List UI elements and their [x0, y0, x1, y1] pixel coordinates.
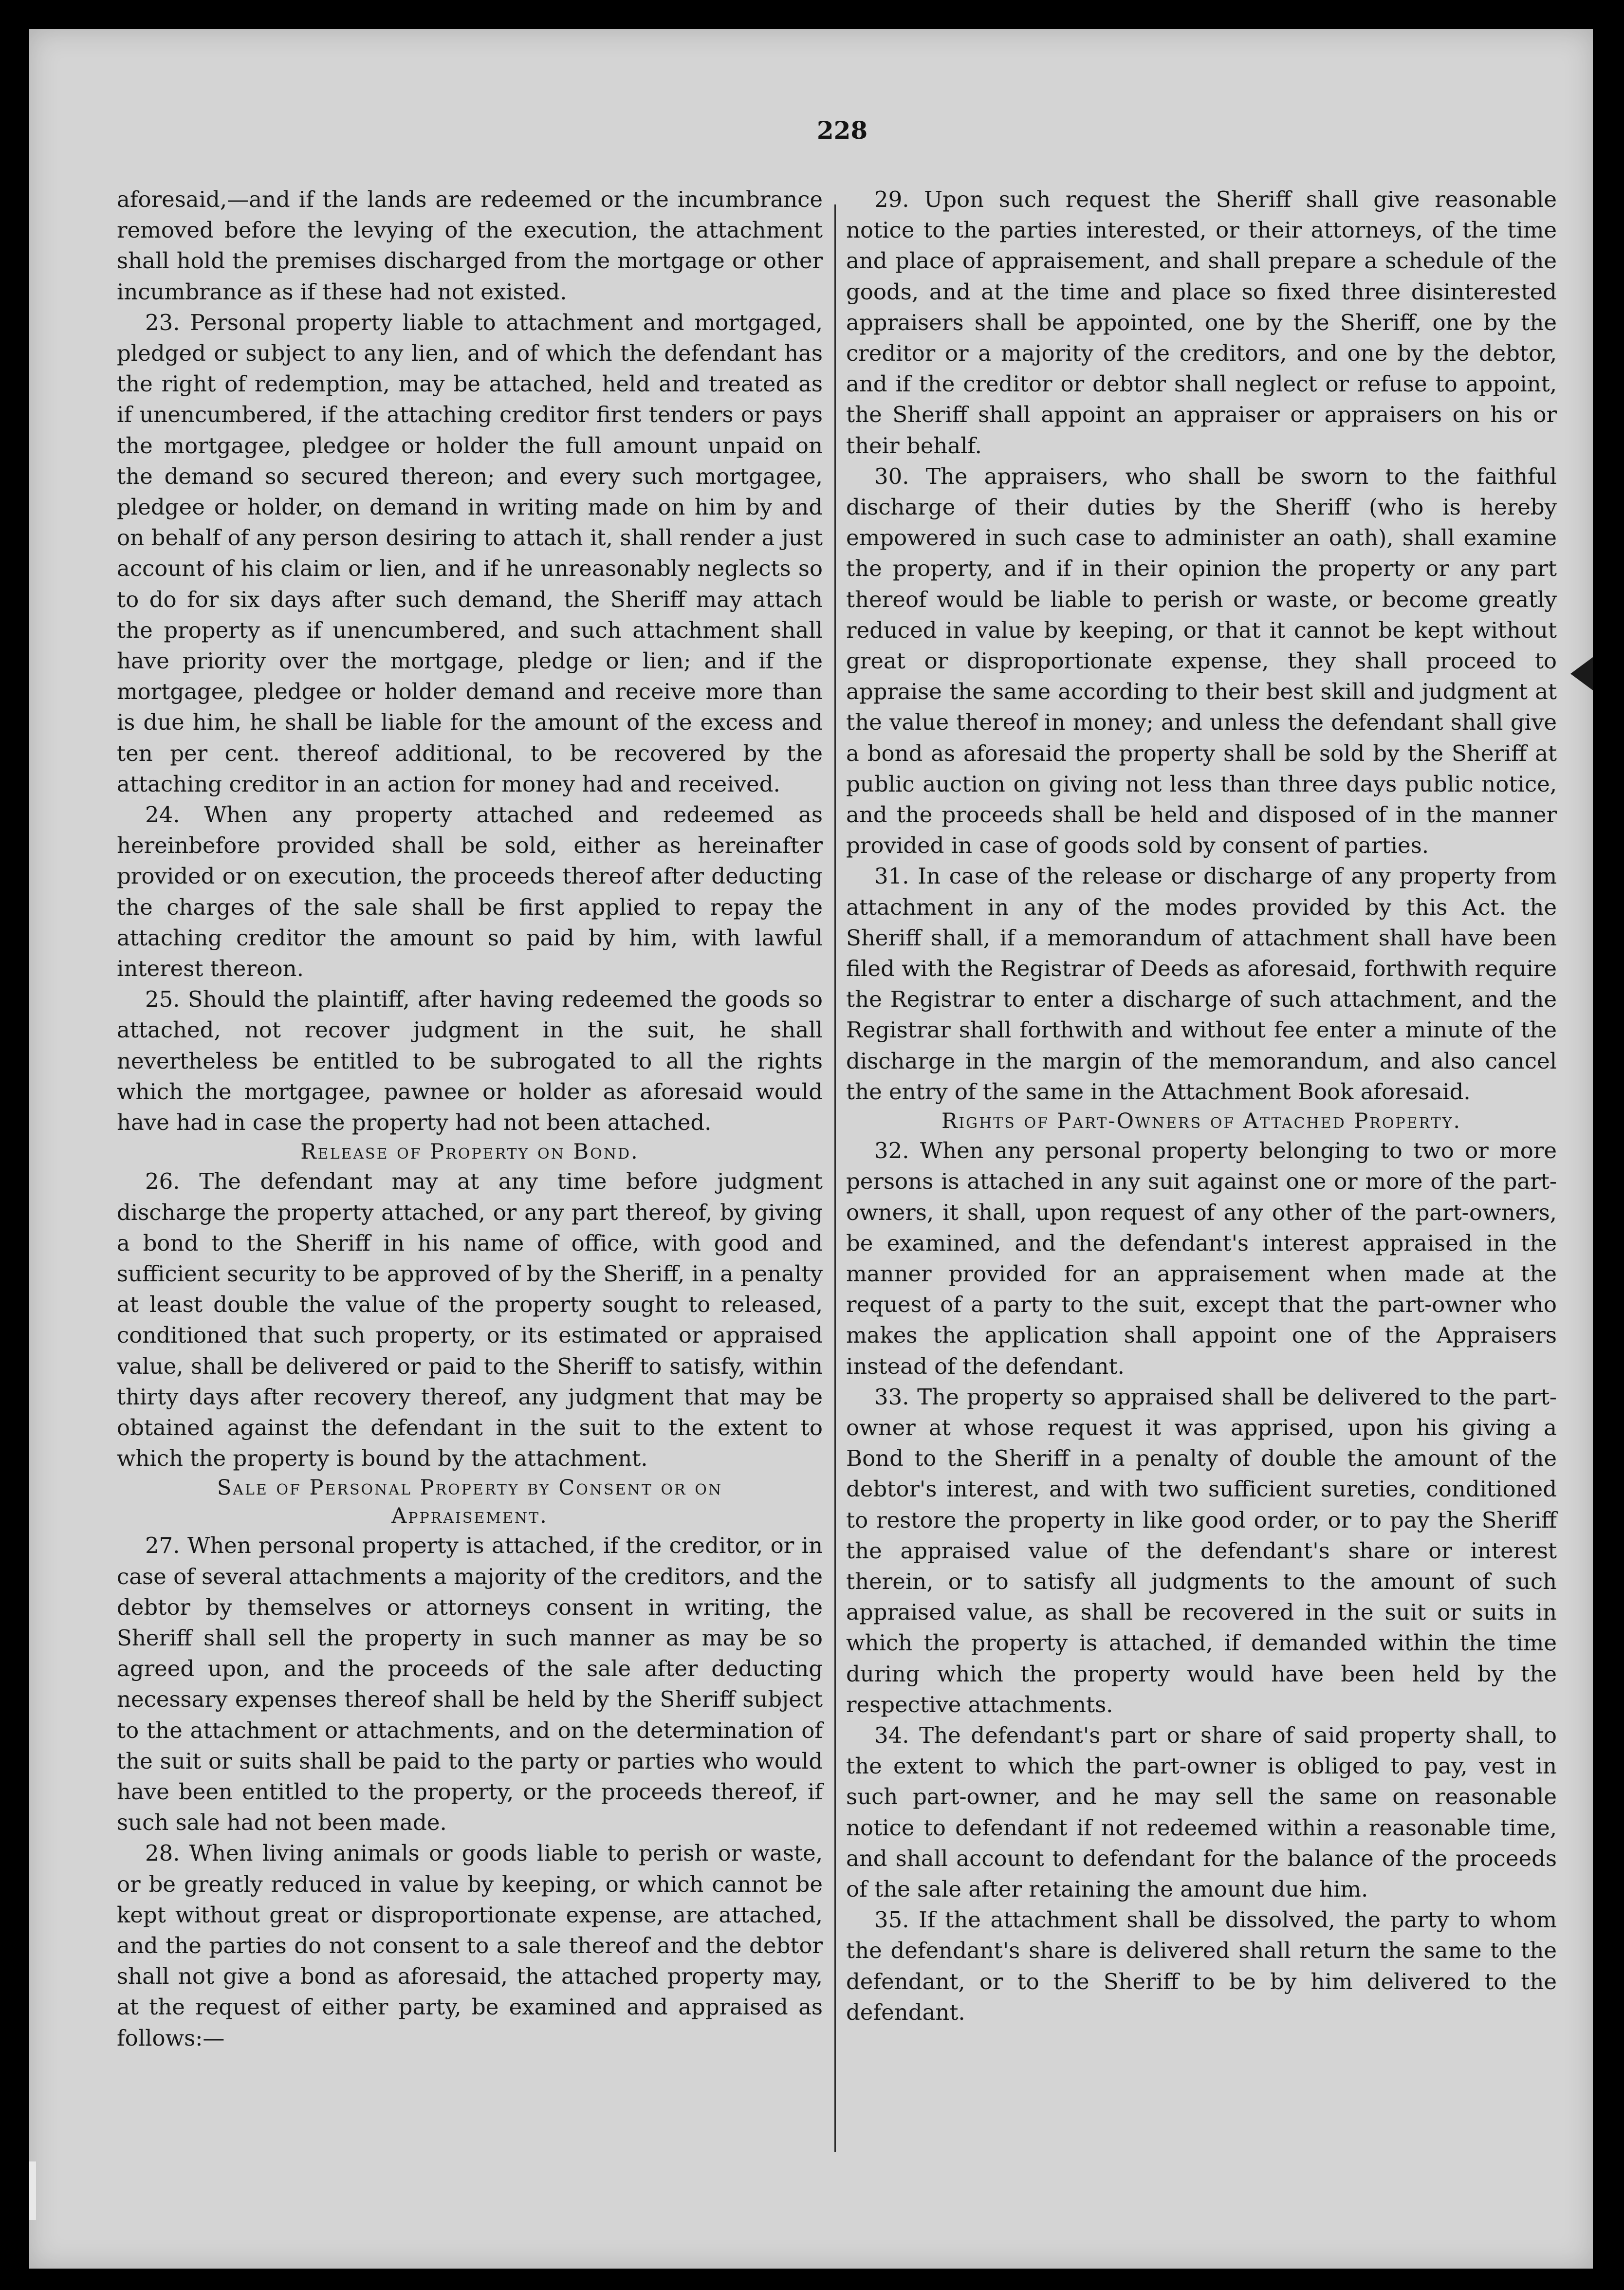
section-35: 35. If the attachment shall be dissolved, the party to whom the defendant's share is delivered shall return the same to the defendant, or to the Sheriff to be by him delivered to the defendant. — [846, 1907, 1557, 2025]
heading-sale-line-2: Appraisement. — [391, 1504, 548, 1529]
document-page — [29, 29, 1593, 2269]
section-31: 31. In case of the release or discharge of any property from attachment in any of the modes provided by this Act. the Sheriff shall, if a memorandum of attachment shall have been filed with the Registrar of Deeds as aforesaid, forthwith require the Registrar to enter a discharge of such attachment, and the Registrar shall forthwith and without fee enter a minute of the discharge in the margin of the memorandum, and also cancel the entry of the same in the Attachment Book aforesaid. — [846, 863, 1557, 1105]
section-26: 26. The defendant may at any time before judgment discharge the property attached, or any part thereof, by giving a bond to the Sheriff in his name of office, with good and sufficient security to be approved of by the Sheriff, in a penalty at least double the value of the property sought to released, conditioned that such property, or its estimated or appraised value, shall be delivered or paid to the Sheriff to satisfy, within thirty days after recovery thereof, any judgment that may be obtained against the defendant in the suit to the extent to which the property is bound by the attachment. — [117, 1168, 823, 1472]
column-divider — [834, 204, 836, 2152]
section-34: 34. The defendant's part or share of said property shall, to the extent to which the part-owner is obliged to pay, vest in such part-owner, and he may sell the same on reasonable notice to defendant if not redeemed within a reasonable time, and shall account to defendant for the balance of the proceeds of the sale after retaining the amount due him. — [846, 1722, 1557, 1902]
right-column — [846, 184, 1557, 2028]
section-30: 30. The appraisers, who shall be sworn to the faithful discharge of their duties by the Sheriff (who is hereby empowered in such case to administer an oath), shall examine the property, and if in their opinion the property or any part thereof would be liable to perish or waste, or become greatly reduced in value by keeping, or that it cannot be kept without great or disproportionate expense, they shall proceed to appraise the same according to their best skill and judgment at the value thereof in money; and unless the defendant shall give a bond as aforesaid the property shall be sold by the Sheriff at public auction on giving not less than three days public notice, and the proceeds shall be held and disposed of in the manner provided in case of goods sold by consent of parties. — [846, 463, 1557, 859]
section-33: 33. The property so appraised shall be delivered to the part-owner at whose request it was apprised, upon his giving a Bond to the Sheriff in a penalty of double the amount of the debtor's interest, and with two sufficient sureties, conditioned to restore the property in like good order, or to pay the Sheriff the appraised value of the defendant's share or interest therein, or to satisfy all judgments to the amount of such appraised value, as shall be recovered in the suit or suits in which the property is attached, if demanded within the time during which the property would have been held by the respective attachments. — [846, 1384, 1557, 1718]
heading-release-of-property: Release of Property on Bond. — [300, 1140, 639, 1164]
section-25: 25. Should the plaintiff, after having redeemed the goods so attached, not recover judgment in the suit, he shall nevertheless be entitled to be subrogated to all the rights which the mortgagee, pawnee or holder as aforesaid would have had in case the property had not been attached. — [117, 986, 823, 1136]
heading-rights-of-part-owners: Rights of Part-Owners of Attached Property. — [941, 1109, 1462, 1134]
page-number: 228 — [816, 116, 868, 145]
section-27: 27. When personal property is attached, if the creditor, or in case of several attachments a majority of the creditors, and the debtor by themselves or attorneys consent in writing, the Sheriff shall sell the property in such manner as may be so agreed upon, and the proceeds of the sale after deducting necessary expenses thereof shall be held by the Sheriff subject to the attachment or attachments, and on the determination of the suit or suits shall be paid to the party or parties who would have been entitled to the property, or the proceeds thereof, if such sale had not been made. — [117, 1533, 823, 1836]
section-32: 32. When any personal property belonging to two or more persons is attached in any suit against one or more of the part-owners, it shall, upon request of any other of the part-owners, be examined, and the defendant's interest appraised in the manner provided for an appraisement when made at the request of a party to the suit, except that the part-owner who makes the application shall appoint one of the Appraisers instead of the defendant. — [846, 1138, 1557, 1379]
left-column — [117, 184, 823, 2053]
heading-sale-of-personal-property — [117, 1474, 823, 1530]
section-29: 29. Upon such request the Sheriff shall give reasonable notice to the parties interested, or their attorneys, of the time and place of appraisement, and shall prepare a schedule of the goods, and at the time and place so fixed three disinterested appraisers shall be appointed, one by the Sheriff, one by the creditor or a majority of the creditors, and one by the debtor, and if the creditor or debtor shall neglect or refuse to appoint, the Sheriff shall appoint an appraiser or appraisers on his or their behalf. — [846, 186, 1557, 459]
page-edge-tear-mark — [1570, 657, 1593, 690]
section-28: 28. When living animals or goods liable to perish or waste, or be greatly reduced in value by keeping, or which cannot be kept without great or disproportionate expense, are attached, and the parties do not consent to a sale thereof and the debtor shall not give a bond as aforesaid, the attached property may, at the request of either party, be examined and appraised as follows:— — [117, 1840, 823, 2051]
heading-sale-line-1: Sale of Personal Property by Consent or on — [217, 1476, 723, 1500]
paragraph-continuation: aforesaid,—and if the lands are redeemed or the incumbrance removed before the levying of the execution, the attachment shall hold the premises discharged from the mortgage or other incumbrance as if these had not existed. — [117, 186, 823, 305]
section-24: 24. When any property attached and redeemed as hereinbefore provided shall be sold, either as hereinafter provided or on execution, the proceeds thereof after deducting the charges of the sale shall be first applied to repay the attaching creditor the amount so paid by him, with lawful interest thereon. — [117, 802, 823, 982]
page-edge-notch — [29, 2161, 36, 2220]
section-23: 23. Personal property liable to attachment and mortgaged, pledged or subject to any lien, and of which the defendant has the right of redemption, may be attached, held and treated as if unencumbered, if the attaching creditor first tenders or pays the mortgagee, pledgee or holder the full amount unpaid on the demand so secured thereon; and every such mortgagee, pledgee or holder, on demand in writing made on him by and on behalf of any person desiring to attach it, shall render a just account of his claim or lien, and if he unreasonably neglects so to do for six days after such demand, the Sheriff may attach the property as if unencumbered, and such attachment shall have priority over the mortgage, pledge or lien; and if the mortgagee, pledgee or holder demand and receive more than is due him, he shall be liable for the amount of the excess and ten per cent. thereof additional, to be recovered by the attaching creditor in an action for money had and received. — [117, 309, 823, 797]
